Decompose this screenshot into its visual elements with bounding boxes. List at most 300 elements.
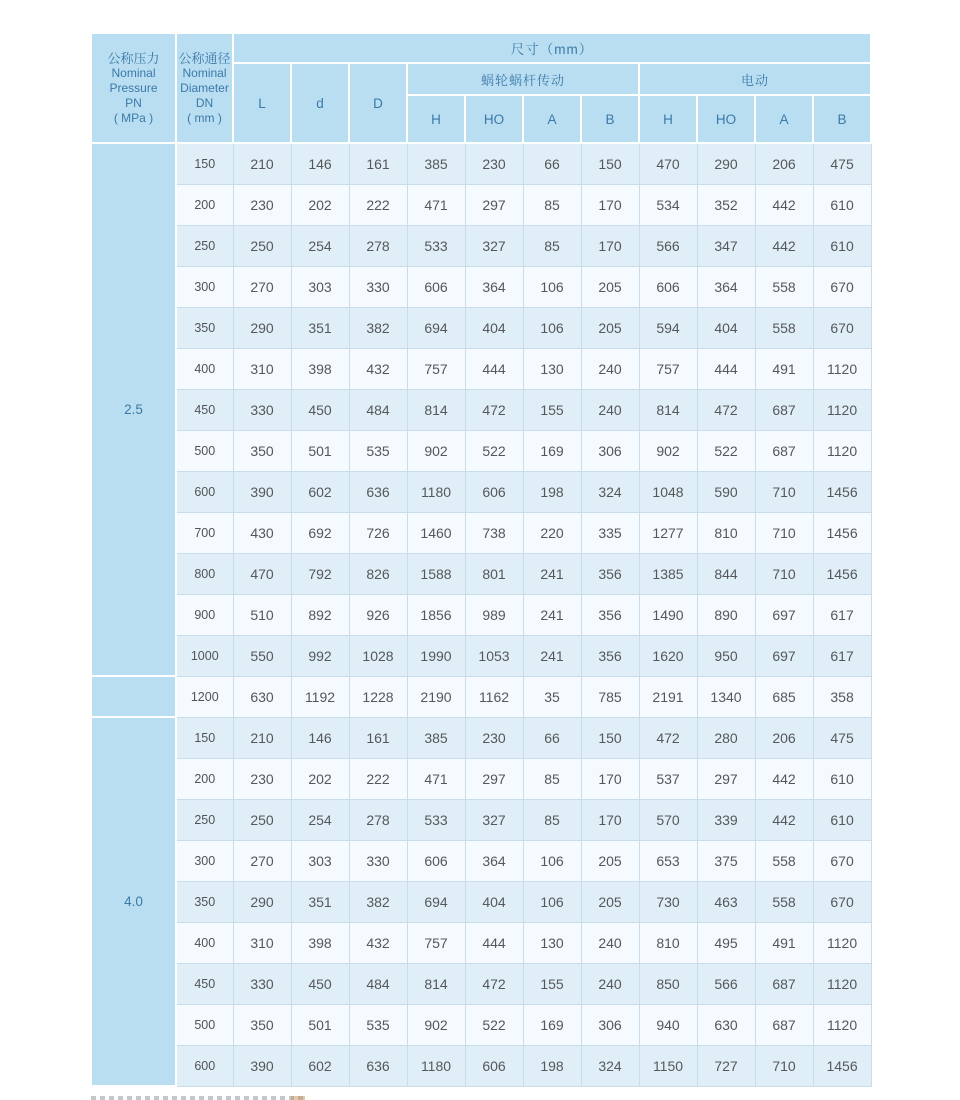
table-row — [91, 1004, 871, 1045]
dimension-value-cell: 1490 — [639, 594, 697, 635]
dimension-value-cell: 306 — [581, 430, 639, 471]
table-row — [91, 225, 871, 266]
dn-value-cell: 800 — [176, 553, 233, 594]
dimension-value-cell: 470 — [639, 143, 697, 184]
dimension-value-cell: 1277 — [639, 512, 697, 553]
dimension-value-cell: 902 — [639, 430, 697, 471]
dimension-value-cell: 335 — [581, 512, 639, 553]
dn-value-cell: 300 — [176, 266, 233, 307]
dimension-value-cell: 697 — [755, 594, 813, 635]
dimension-value-cell: 792 — [291, 553, 349, 594]
dimension-value-cell: 810 — [639, 922, 697, 963]
dimension-value-cell: 606 — [639, 266, 697, 307]
dimension-value-cell: 1385 — [639, 553, 697, 594]
dimension-value-cell: 785 — [581, 676, 639, 717]
dimension-value-cell: 850 — [639, 963, 697, 1004]
dimension-value-cell: 106 — [523, 307, 581, 348]
dimension-value-cell: 254 — [291, 799, 349, 840]
dimension-value-cell: 1456 — [813, 471, 871, 512]
electric-column-header-B: B — [813, 95, 871, 143]
dn-value-cell: 500 — [176, 1004, 233, 1045]
dimension-value-cell: 630 — [697, 1004, 755, 1045]
dimension-value-cell: 687 — [755, 430, 813, 471]
dimension-value-cell: 814 — [639, 389, 697, 430]
dimension-value-cell: 757 — [639, 348, 697, 389]
dimension-value-cell: 606 — [465, 1045, 523, 1086]
pn-header-line: Pressure — [109, 80, 158, 95]
dimension-value-cell: 270 — [233, 840, 291, 881]
pn-header-line: Nominal — [111, 65, 156, 80]
dimension-value-cell: 558 — [755, 840, 813, 881]
dimension-value-cell: 250 — [233, 225, 291, 266]
dimension-value-cell: 1180 — [407, 1045, 465, 1086]
dimension-value-cell: 495 — [697, 922, 755, 963]
dimension-value-cell: 617 — [813, 594, 871, 635]
dimension-value-cell: 491 — [755, 348, 813, 389]
dn-header-line: 公称通径 — [178, 50, 231, 66]
table-row — [91, 922, 871, 963]
dn-value-cell: 500 — [176, 430, 233, 471]
dimension-value-cell: 290 — [697, 143, 755, 184]
dimension-value-cell: 230 — [465, 717, 523, 758]
dimension-value-cell: 694 — [407, 881, 465, 922]
dimension-value-cell: 472 — [465, 389, 523, 430]
pn-group-cell — [91, 676, 176, 717]
dn-value-cell: 700 — [176, 512, 233, 553]
dimension-value-cell: 814 — [407, 963, 465, 1004]
dimension-value-cell: 155 — [523, 963, 581, 1004]
dimension-value-cell: 472 — [465, 963, 523, 1004]
dimension-value-cell: 230 — [233, 184, 291, 225]
dimension-value-cell: 339 — [697, 799, 755, 840]
dimension-value-cell: 484 — [349, 389, 407, 430]
dimension-value-cell: 602 — [291, 1045, 349, 1086]
dn-value-cell: 450 — [176, 963, 233, 1004]
dimension-value-cell: 330 — [233, 963, 291, 1004]
dimension-value-cell: 1120 — [813, 1004, 871, 1045]
dimension-value-cell: 306 — [581, 1004, 639, 1045]
size-mm-header: 尺寸（mm） — [233, 33, 871, 63]
dimension-value-cell: 404 — [697, 307, 755, 348]
table-row — [91, 758, 871, 799]
column-header-d: d — [291, 63, 349, 143]
dimension-value-cell: 254 — [291, 225, 349, 266]
dimension-value-cell: 1028 — [349, 635, 407, 676]
table-row — [91, 389, 871, 430]
electric-column-header-H: H — [639, 95, 697, 143]
dimension-value-cell: 241 — [523, 635, 581, 676]
dimension-value-cell: 170 — [581, 799, 639, 840]
dimension-value-cell: 351 — [291, 881, 349, 922]
dimension-value-cell: 606 — [407, 840, 465, 881]
dimension-value-cell: 202 — [291, 184, 349, 225]
dimension-value-cell: 356 — [581, 553, 639, 594]
dimension-value-cell: 66 — [523, 717, 581, 758]
dimension-value-cell: 330 — [233, 389, 291, 430]
dimension-value-cell: 161 — [349, 143, 407, 184]
dimension-value-cell: 130 — [523, 922, 581, 963]
dimension-value-cell: 170 — [581, 758, 639, 799]
nominal-diameter-header — [176, 33, 233, 143]
dimension-value-cell: 670 — [813, 881, 871, 922]
dimension-value-cell: 205 — [581, 881, 639, 922]
dimension-value-cell: 1856 — [407, 594, 465, 635]
dimension-value-cell: 404 — [465, 307, 523, 348]
dimension-value-cell: 1620 — [639, 635, 697, 676]
dimension-value-cell: 85 — [523, 799, 581, 840]
dimension-value-cell: 330 — [349, 266, 407, 307]
dimension-value-cell: 670 — [813, 266, 871, 307]
dimension-value-cell: 270 — [233, 266, 291, 307]
dimension-value-cell: 364 — [697, 266, 755, 307]
dimension-value-cell: 241 — [523, 594, 581, 635]
dimension-value-cell: 590 — [697, 471, 755, 512]
electric-column-header-HO: HO — [697, 95, 755, 143]
dn-value-cell: 250 — [176, 799, 233, 840]
dimension-value-cell: 241 — [523, 553, 581, 594]
dimension-value-cell: 352 — [697, 184, 755, 225]
dimension-value-cell: 350 — [233, 430, 291, 471]
table-body — [91, 143, 871, 1086]
dimension-value-cell: 356 — [581, 594, 639, 635]
dimension-value-cell: 1990 — [407, 635, 465, 676]
dimension-value-cell: 534 — [639, 184, 697, 225]
dimension-value-cell: 444 — [697, 348, 755, 389]
pn-group-cell: 4.0 — [91, 717, 176, 1086]
dimension-value-cell: 757 — [407, 922, 465, 963]
dimension-value-cell: 1456 — [813, 1045, 871, 1086]
dimension-value-cell: 170 — [581, 225, 639, 266]
dimension-value-cell: 390 — [233, 471, 291, 512]
pn-header-line: PN — [125, 95, 142, 110]
dimension-value-cell: 533 — [407, 799, 465, 840]
dimension-value-cell: 398 — [291, 348, 349, 389]
dimension-value-cell: 1162 — [465, 676, 523, 717]
dimension-value-cell: 290 — [233, 881, 291, 922]
dimension-value-cell: 727 — [697, 1045, 755, 1086]
dimension-value-cell: 210 — [233, 143, 291, 184]
dimension-value-cell: 606 — [407, 266, 465, 307]
dimension-value-cell: 1588 — [407, 553, 465, 594]
dimension-value-cell: 522 — [465, 430, 523, 471]
dn-value-cell: 150 — [176, 143, 233, 184]
dimension-value-cell: 430 — [233, 512, 291, 553]
dimension-value-cell: 566 — [639, 225, 697, 266]
worm-column-header-B: B — [581, 95, 639, 143]
dimension-value-cell: 198 — [523, 471, 581, 512]
dimension-value-cell: 220 — [523, 512, 581, 553]
table-row — [91, 184, 871, 225]
dimension-value-cell: 155 — [523, 389, 581, 430]
dn-value-cell: 350 — [176, 307, 233, 348]
dimension-value-cell: 85 — [523, 758, 581, 799]
dimension-value-cell: 364 — [465, 840, 523, 881]
dimension-value-cell: 692 — [291, 512, 349, 553]
dimension-value-cell: 594 — [639, 307, 697, 348]
dimension-value-cell: 250 — [233, 799, 291, 840]
dimension-value-cell: 1228 — [349, 676, 407, 717]
dimension-value-cell: 550 — [233, 635, 291, 676]
table-row — [91, 348, 871, 389]
dimension-value-cell: 687 — [755, 1004, 813, 1045]
dimension-value-cell: 535 — [349, 430, 407, 471]
dimension-value-cell: 444 — [465, 922, 523, 963]
dimension-value-cell: 150 — [581, 717, 639, 758]
dimension-value-cell: 501 — [291, 1004, 349, 1045]
table-row — [91, 963, 871, 1004]
dimension-value-cell: 533 — [407, 225, 465, 266]
dimension-value-cell: 1460 — [407, 512, 465, 553]
dimension-value-cell: 146 — [291, 143, 349, 184]
dimension-value-cell: 738 — [465, 512, 523, 553]
dimension-value-cell: 636 — [349, 1045, 407, 1086]
dimension-value-cell: 303 — [291, 266, 349, 307]
dimension-value-cell: 278 — [349, 225, 407, 266]
dimension-value-cell: 694 — [407, 307, 465, 348]
dimension-value-cell: 169 — [523, 1004, 581, 1045]
dimension-value-cell: 230 — [465, 143, 523, 184]
dimension-value-cell: 1340 — [697, 676, 755, 717]
dimension-value-cell: 324 — [581, 471, 639, 512]
dimension-value-cell: 1456 — [813, 512, 871, 553]
dn-value-cell: 400 — [176, 348, 233, 389]
dimension-value-cell: 327 — [465, 225, 523, 266]
dimension-value-cell: 385 — [407, 717, 465, 758]
nominal-pressure-header — [91, 33, 176, 143]
dimension-value-cell: 510 — [233, 594, 291, 635]
dimension-value-cell: 606 — [465, 471, 523, 512]
dimension-value-cell: 710 — [755, 512, 813, 553]
table-row — [91, 471, 871, 512]
dimension-value-cell: 205 — [581, 840, 639, 881]
dimension-value-cell: 202 — [291, 758, 349, 799]
dimension-value-cell: 1120 — [813, 922, 871, 963]
dimension-value-cell: 297 — [697, 758, 755, 799]
dimension-value-cell: 475 — [813, 143, 871, 184]
dimension-value-cell: 382 — [349, 307, 407, 348]
cropped-caption-fragment — [91, 1096, 305, 1100]
dimension-value-cell: 358 — [813, 676, 871, 717]
dn-value-cell: 300 — [176, 840, 233, 881]
dimension-value-cell: 558 — [755, 307, 813, 348]
dimension-value-cell: 432 — [349, 348, 407, 389]
dn-value-cell: 350 — [176, 881, 233, 922]
dimension-value-cell: 106 — [523, 881, 581, 922]
pn-group-cell: 2.5 — [91, 143, 176, 676]
dn-value-cell: 450 — [176, 389, 233, 430]
dimension-value-cell: 814 — [407, 389, 465, 430]
table-row — [91, 594, 871, 635]
dimension-value-cell: 66 — [523, 143, 581, 184]
dimension-value-cell: 130 — [523, 348, 581, 389]
dimension-value-cell: 810 — [697, 512, 755, 553]
dimension-value-cell: 205 — [581, 307, 639, 348]
dimension-value-cell: 602 — [291, 471, 349, 512]
dn-header-line: ( mm ) — [187, 110, 222, 125]
dimension-value-cell: 222 — [349, 184, 407, 225]
dimension-value-cell: 636 — [349, 471, 407, 512]
dimension-value-cell: 491 — [755, 922, 813, 963]
dimension-value-cell: 450 — [291, 963, 349, 1004]
dimension-value-cell: 2191 — [639, 676, 697, 717]
dimension-value-cell: 670 — [813, 840, 871, 881]
dimension-value-cell: 844 — [697, 553, 755, 594]
dimension-value-cell: 471 — [407, 758, 465, 799]
dn-header-line: Diameter — [180, 80, 229, 95]
dimension-value-cell: 610 — [813, 758, 871, 799]
table-row — [91, 840, 871, 881]
dimension-value-cell: 35 — [523, 676, 581, 717]
dimension-value-cell: 106 — [523, 840, 581, 881]
dimension-value-cell: 892 — [291, 594, 349, 635]
dimension-value-cell: 303 — [291, 840, 349, 881]
dimension-value-cell: 992 — [291, 635, 349, 676]
dimension-value-cell: 1456 — [813, 553, 871, 594]
dimension-value-cell: 501 — [291, 430, 349, 471]
dimension-value-cell: 940 — [639, 1004, 697, 1045]
dimension-value-cell: 902 — [407, 430, 465, 471]
dn-value-cell: 900 — [176, 594, 233, 635]
dimension-value-cell: 558 — [755, 881, 813, 922]
worm-column-header-H: H — [407, 95, 465, 143]
dimension-value-cell: 432 — [349, 922, 407, 963]
dimension-value-cell: 522 — [697, 430, 755, 471]
dimension-value-cell: 280 — [697, 717, 755, 758]
dimension-value-cell: 364 — [465, 266, 523, 307]
dimension-value-cell: 1048 — [639, 471, 697, 512]
valve-dimensions-table — [90, 32, 872, 1087]
dimension-value-cell: 442 — [755, 758, 813, 799]
table-row — [91, 143, 871, 184]
dimension-value-cell: 687 — [755, 963, 813, 1004]
table-row — [91, 307, 871, 348]
dimension-value-cell: 484 — [349, 963, 407, 1004]
worm-column-header-A: A — [523, 95, 581, 143]
electric-drive-header: 电动 — [639, 63, 871, 95]
dimension-value-cell: 989 — [465, 594, 523, 635]
dimension-value-cell: 902 — [407, 1004, 465, 1045]
dimension-value-cell: 290 — [233, 307, 291, 348]
table-row — [91, 676, 871, 717]
dimension-value-cell: 1120 — [813, 963, 871, 1004]
dimension-value-cell: 558 — [755, 266, 813, 307]
dimension-value-cell: 161 — [349, 717, 407, 758]
dimension-value-cell: 826 — [349, 553, 407, 594]
dimension-value-cell: 85 — [523, 225, 581, 266]
electric-column-header-A: A — [755, 95, 813, 143]
dimension-value-cell: 330 — [349, 840, 407, 881]
dimension-value-cell: 687 — [755, 389, 813, 430]
dimension-value-cell: 475 — [813, 717, 871, 758]
dimension-value-cell: 404 — [465, 881, 523, 922]
dimension-value-cell: 324 — [581, 1045, 639, 1086]
dimension-value-cell: 1192 — [291, 676, 349, 717]
dn-value-cell: 1200 — [176, 676, 233, 717]
dimension-value-cell: 146 — [291, 717, 349, 758]
dimension-value-cell: 890 — [697, 594, 755, 635]
table-row — [91, 881, 871, 922]
column-header-D: D — [349, 63, 407, 143]
dimension-value-cell: 570 — [639, 799, 697, 840]
dn-value-cell: 150 — [176, 717, 233, 758]
dimension-value-cell: 617 — [813, 635, 871, 676]
dimension-value-cell: 610 — [813, 184, 871, 225]
table-row — [91, 1045, 871, 1086]
dimension-value-cell: 801 — [465, 553, 523, 594]
cropped-caption-chip — [291, 1096, 305, 1100]
dn-value-cell: 200 — [176, 758, 233, 799]
dimension-value-cell: 240 — [581, 389, 639, 430]
dimension-value-cell: 630 — [233, 676, 291, 717]
dimension-value-cell: 385 — [407, 143, 465, 184]
dimension-value-cell: 375 — [697, 840, 755, 881]
dimension-value-cell: 463 — [697, 881, 755, 922]
dimension-value-cell: 730 — [639, 881, 697, 922]
dimension-value-cell: 398 — [291, 922, 349, 963]
dimension-value-cell: 1120 — [813, 430, 871, 471]
table-row — [91, 635, 871, 676]
dimension-value-cell: 537 — [639, 758, 697, 799]
dn-value-cell: 600 — [176, 1045, 233, 1086]
dimension-value-cell: 222 — [349, 758, 407, 799]
dimension-value-cell: 442 — [755, 184, 813, 225]
dimension-value-cell: 350 — [233, 1004, 291, 1045]
dimension-value-cell: 347 — [697, 225, 755, 266]
dimension-value-cell: 950 — [697, 635, 755, 676]
dimension-value-cell: 2190 — [407, 676, 465, 717]
dimension-value-cell: 351 — [291, 307, 349, 348]
table-row — [91, 553, 871, 594]
table-row — [91, 512, 871, 553]
dimension-value-cell: 240 — [581, 963, 639, 1004]
dimension-value-cell: 169 — [523, 430, 581, 471]
dimension-value-cell: 1150 — [639, 1045, 697, 1086]
table-row — [91, 799, 871, 840]
dimension-value-cell: 471 — [407, 184, 465, 225]
dn-value-cell: 200 — [176, 184, 233, 225]
dimension-value-cell: 670 — [813, 307, 871, 348]
dimension-value-cell: 653 — [639, 840, 697, 881]
dimension-value-cell: 240 — [581, 922, 639, 963]
table-row — [91, 266, 871, 307]
dimension-value-cell: 327 — [465, 799, 523, 840]
dimension-value-cell: 450 — [291, 389, 349, 430]
dimension-value-cell: 310 — [233, 348, 291, 389]
dimension-value-cell: 310 — [233, 922, 291, 963]
dimension-value-cell: 230 — [233, 758, 291, 799]
worm-column-header-HO: HO — [465, 95, 523, 143]
pn-header-line: ( MPa ) — [113, 110, 154, 125]
dimension-value-cell: 757 — [407, 348, 465, 389]
dn-value-cell: 600 — [176, 471, 233, 512]
dimension-value-cell: 206 — [755, 143, 813, 184]
dimension-value-cell: 726 — [349, 512, 407, 553]
dn-header-line: Nominal — [182, 65, 227, 80]
dimension-value-cell: 442 — [755, 225, 813, 266]
dimension-value-cell: 150 — [581, 143, 639, 184]
dimension-value-cell: 1053 — [465, 635, 523, 676]
dn-value-cell: 250 — [176, 225, 233, 266]
dimension-value-cell: 710 — [755, 553, 813, 594]
dimension-value-cell: 382 — [349, 881, 407, 922]
dn-value-cell: 400 — [176, 922, 233, 963]
dimension-value-cell: 390 — [233, 1045, 291, 1086]
dimension-value-cell: 206 — [755, 717, 813, 758]
dimension-value-cell: 685 — [755, 676, 813, 717]
dimension-value-cell: 444 — [465, 348, 523, 389]
dimension-value-cell: 1120 — [813, 389, 871, 430]
dimension-value-cell: 472 — [639, 717, 697, 758]
